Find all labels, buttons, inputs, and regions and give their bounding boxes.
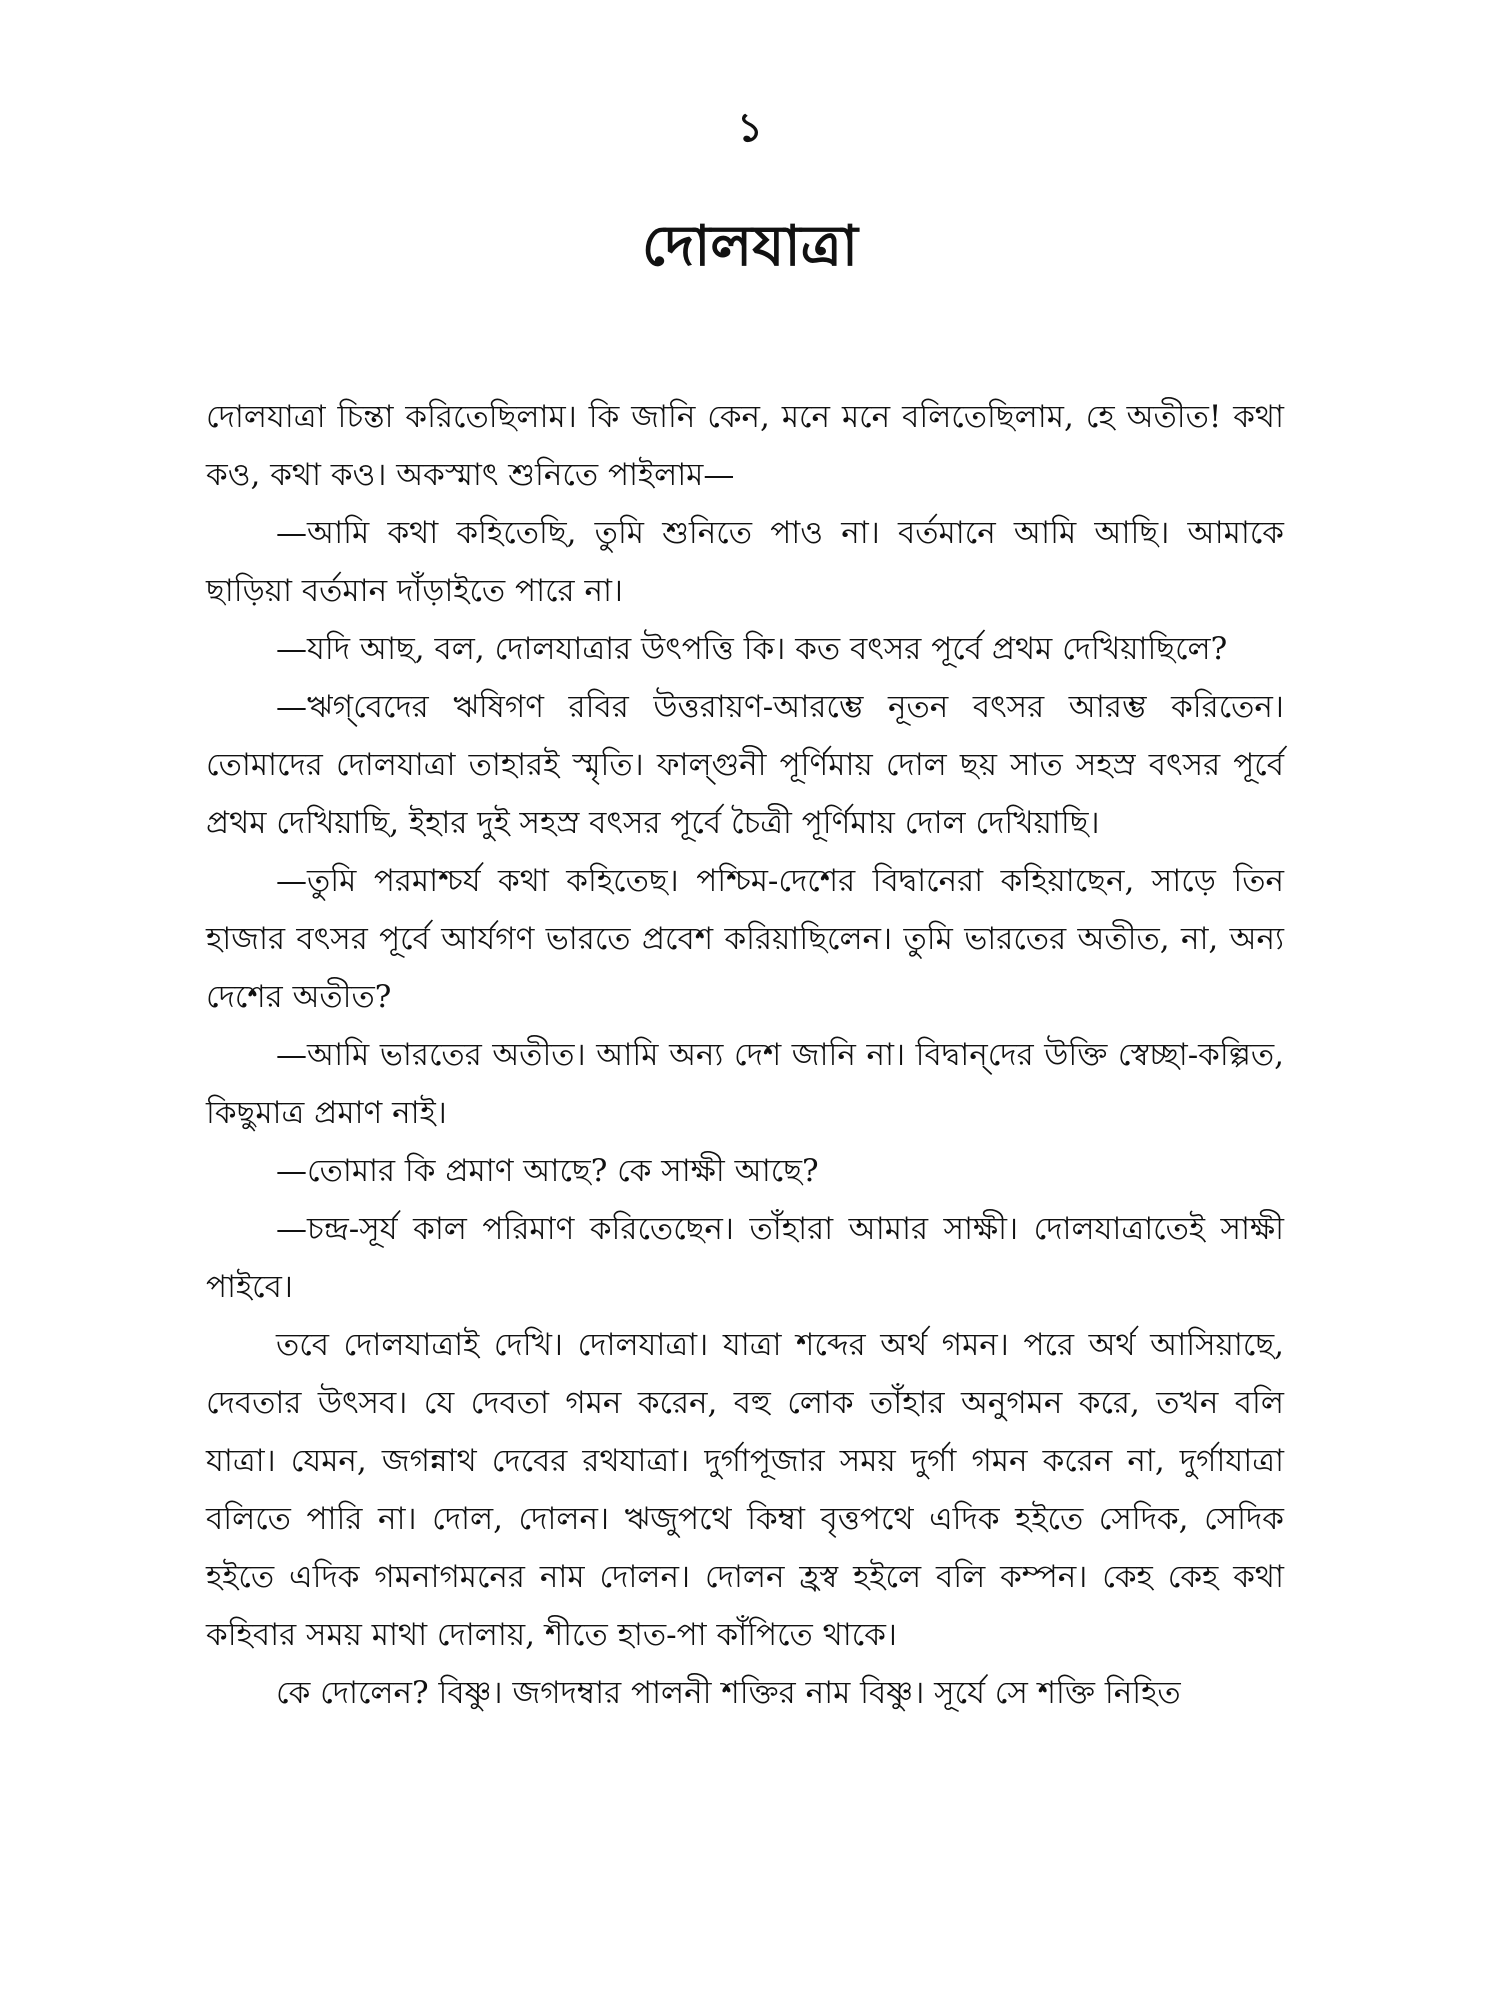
paragraph: দোলযাত্রা চিন্তা করিতেছিলাম। কি জানি কেন, মনে মনে বলিতেছিলাম, হে অতীত! কথা কও, কথা কও। অকস্মাৎ শুনিতে পাইলাম—	[206, 399, 1284, 493]
chapter-title: দোলযাত্রা	[642, 213, 858, 279]
body-text	[206, 388, 1284, 1722]
paragraph: —যদি আছ, বল, দোলযাত্রার উৎপত্তি কি। কত বৎসর পূর্বে প্রথম দেখিয়াছিলে?	[276, 631, 1228, 667]
chapter-number: ১	[737, 104, 763, 151]
paragraph: তবে দোলযাত্রাই দেখি। দোলযাত্রা। যাত্রা শব্দের অর্থ গমন। পরে অর্থ আসিয়াছে, দেবতার উৎসব। যে দেবতা গমন করেন, বহু লোক তাঁহার অনুগমন করে, তখন বলি যাত্রা। যেমন, জগন্নাথ দেবের রথযাত্রা। দুর্গাপূজার সময় দুর্গা গমন করেন না, দুর্গাযাত্রা বলিতে পারি না। দোল, দোলন। ঋজুপথে কিম্বা বৃত্তপথে এদিক হইতে সেদিক, সেদিক হইতে এদিক গমনাগমনের নাম দোলন। দোলন হ্রস্ব হইলে বলি কম্পন। কেহ কেহ কথা কহিবার সময় মাথা দোলায়, শীতে হাত-পা কাঁপিতে থাকে।	[206, 1327, 1284, 1653]
paragraph: —তোমার কি প্রমাণ আছে? কে সাক্ষী আছে?	[276, 1153, 819, 1189]
paragraph: কে দোলেন? বিষ্ণু। জগদম্বার পালনী শক্তির নাম বিষ্ণু। সূর্যে সে শক্তি নিহিত	[276, 1675, 1181, 1711]
paragraph: —আমি ভারতের অতীত। আমি অন্য দেশ জানি না। বিদ্বান্‌দের উক্তি স্বেচ্ছা-কল্পিত, কিছুমাত্র প্রমাণ নাই।	[206, 1037, 1284, 1131]
paragraph: —চন্দ্র-সূর্য কাল পরিমাণ করিতেছেন। তাঁহারা আমার সাক্ষী। দোলযাত্রাতেই সাক্ষী পাইবে।	[206, 1211, 1284, 1305]
paragraph: —ঋগ্‌বেদের ঋষিগণ রবির উত্তরায়ণ-আরম্ভে নূতন বৎসর আরম্ভ করিতেন। তোমাদের দোলযাত্রা তাহারই স্মৃতি। ফাল্গুনী পূর্ণিমায় দোল ছয় সাত সহস্র বৎসর পূর্বে প্রথম দেখিয়াছি, ইহার দুই সহস্র বৎসর পূর্বে চৈত্রী পূর্ণিমায় দোল দেখিয়াছি।	[206, 689, 1284, 841]
paragraph: —তুমি পরমাশ্চর্য কথা কহিতেছ। পশ্চিম-দেশের বিদ্বানেরা কহিয়াছেন, সাড়ে তিন হাজার বৎসর পূর্বে আর্যগণ ভারতে প্রবেশ করিয়াছিলেন। তুমি ভারতের অতীত, না, অন্য দেশের অতীত?	[206, 863, 1284, 1015]
paragraph: —আমি কথা কহিতেছি, তুমি শুনিতে পাও না। বর্তমানে আমি আছি। আমাকে ছাড়িয়া বর্তমান দাঁড়াইতে পারে না।	[206, 515, 1284, 609]
